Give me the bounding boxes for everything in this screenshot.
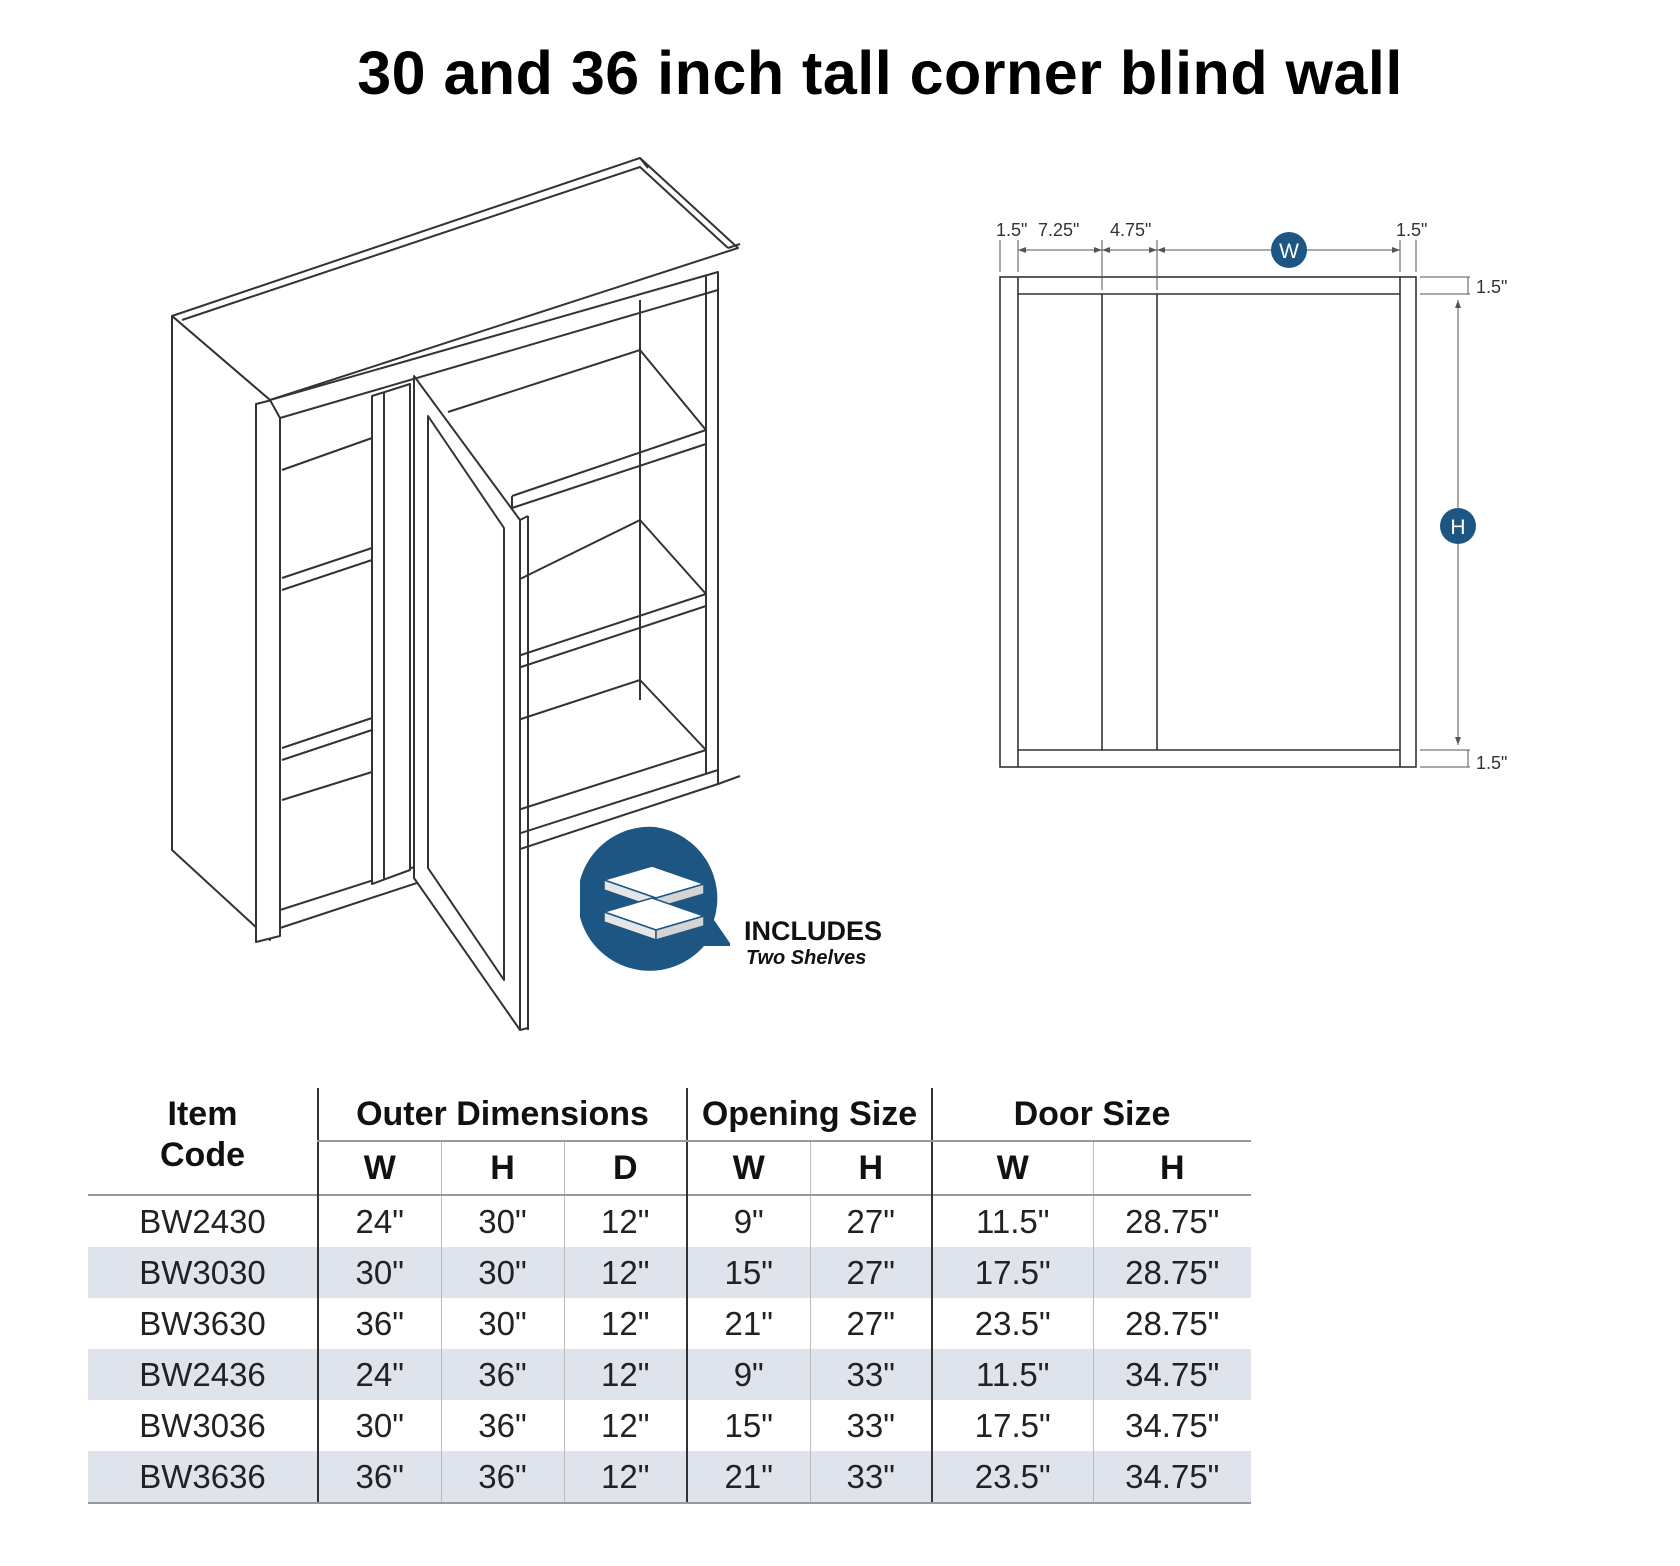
value-cell: 17.5" xyxy=(932,1400,1093,1451)
value-cell: 12" xyxy=(564,1400,687,1451)
value-cell: 9" xyxy=(687,1195,810,1247)
value-cell: 23.5" xyxy=(932,1451,1093,1503)
value-cell: 36" xyxy=(441,1451,564,1503)
subheader-outer-h: H xyxy=(441,1141,564,1195)
item-code-cell: BW3036 xyxy=(139,1406,266,1444)
item-code-cell: BW2436 xyxy=(88,1349,318,1400)
dim-blind-panel: 7.25" xyxy=(1038,220,1080,240)
value-cell: 36" xyxy=(441,1349,564,1400)
value-cell: 33" xyxy=(810,1400,932,1451)
dim-left-stile: 1.5" xyxy=(996,220,1028,240)
value-cell: 15" xyxy=(687,1247,810,1298)
value-cell: 30" xyxy=(318,1400,441,1451)
subheader-door-w: W xyxy=(932,1141,1093,1195)
shelves-badge-icon xyxy=(580,824,730,974)
front-elevation-diagram xyxy=(980,200,1520,790)
value-cell: 9" xyxy=(687,1349,810,1400)
includes-label xyxy=(744,918,882,968)
value-cell: 17.5" xyxy=(932,1247,1093,1298)
value-cell: 15" xyxy=(687,1400,810,1451)
value-cell: 24" xyxy=(318,1349,441,1400)
value-cell: 12" xyxy=(564,1247,687,1298)
item-code-header: Item Code xyxy=(160,1095,245,1174)
includes-title: INCLUDES xyxy=(744,916,883,946)
outer-dimensions-header: Outer Dimensions xyxy=(318,1088,687,1141)
value-cell: 36" xyxy=(441,1400,564,1451)
value-cell: 27" xyxy=(810,1247,932,1298)
dim-right-stile: 1.5" xyxy=(1396,220,1428,240)
value-cell: 12" xyxy=(564,1349,687,1400)
value-cell: 30" xyxy=(441,1247,564,1298)
value-cell: 11.5" xyxy=(932,1195,1093,1247)
value-cell: 21" xyxy=(687,1451,810,1503)
table-row xyxy=(88,1349,1251,1400)
opening-size-header: Opening Size xyxy=(687,1088,932,1141)
item-code-cell: BW2430 xyxy=(88,1195,318,1247)
value-cell: 30" xyxy=(318,1247,441,1298)
value-cell: 30" xyxy=(441,1298,564,1349)
table-row xyxy=(88,1451,1251,1503)
value-cell: 27" xyxy=(810,1195,932,1247)
subheader-opening-h: H xyxy=(810,1141,932,1195)
item-code-cell: BW3636 xyxy=(88,1451,318,1503)
subheader-door-h: H xyxy=(1093,1141,1251,1195)
value-cell: 33" xyxy=(810,1349,932,1400)
value-cell: 12" xyxy=(564,1298,687,1349)
value-cell: 21" xyxy=(687,1298,810,1349)
item-code-cell: BW3630 xyxy=(139,1304,266,1342)
width-marker: W xyxy=(1279,240,1299,263)
value-cell: 24" xyxy=(318,1195,441,1247)
value-cell: 36" xyxy=(318,1298,441,1349)
item-code-cell: BW3030 xyxy=(88,1247,318,1298)
door-size-header: Door Size xyxy=(932,1088,1251,1141)
subheader-outer-w: W xyxy=(318,1141,441,1195)
value-cell: 11.5" xyxy=(932,1349,1093,1400)
value-cell: 28.75" xyxy=(1093,1298,1251,1349)
spec-table xyxy=(88,1088,1251,1504)
dim-bottom-rail: 1.5" xyxy=(1476,753,1508,773)
dim-filler: 4.75" xyxy=(1110,220,1152,240)
value-cell: 36" xyxy=(318,1451,441,1503)
value-cell: 34.75" xyxy=(1093,1349,1251,1400)
value-cell: 28.75" xyxy=(1093,1195,1251,1247)
subheader-opening-w: W xyxy=(687,1141,810,1195)
value-cell: 12" xyxy=(564,1451,687,1503)
value-cell: 34.75" xyxy=(1093,1400,1251,1451)
height-marker: H xyxy=(1450,516,1466,539)
value-cell: 30" xyxy=(441,1195,564,1247)
table-row xyxy=(88,1400,1251,1451)
value-cell: 27" xyxy=(810,1298,932,1349)
page-title: 30 and 36 inch tall corner blind wall xyxy=(357,39,1403,107)
spec-table-body xyxy=(88,1195,1251,1503)
value-cell: 28.75" xyxy=(1093,1247,1251,1298)
value-cell: 23.5" xyxy=(932,1298,1093,1349)
value-cell: 33" xyxy=(810,1451,932,1503)
subheader-outer-d: D xyxy=(564,1141,687,1195)
includes-subtitle: Two Shelves xyxy=(746,947,867,969)
table-row xyxy=(88,1247,1251,1298)
value-cell: 34.75" xyxy=(1093,1451,1251,1503)
table-row xyxy=(88,1195,1251,1247)
dim-top-rail: 1.5" xyxy=(1476,277,1508,297)
value-cell: 12" xyxy=(564,1195,687,1247)
table-row xyxy=(88,1298,1251,1349)
